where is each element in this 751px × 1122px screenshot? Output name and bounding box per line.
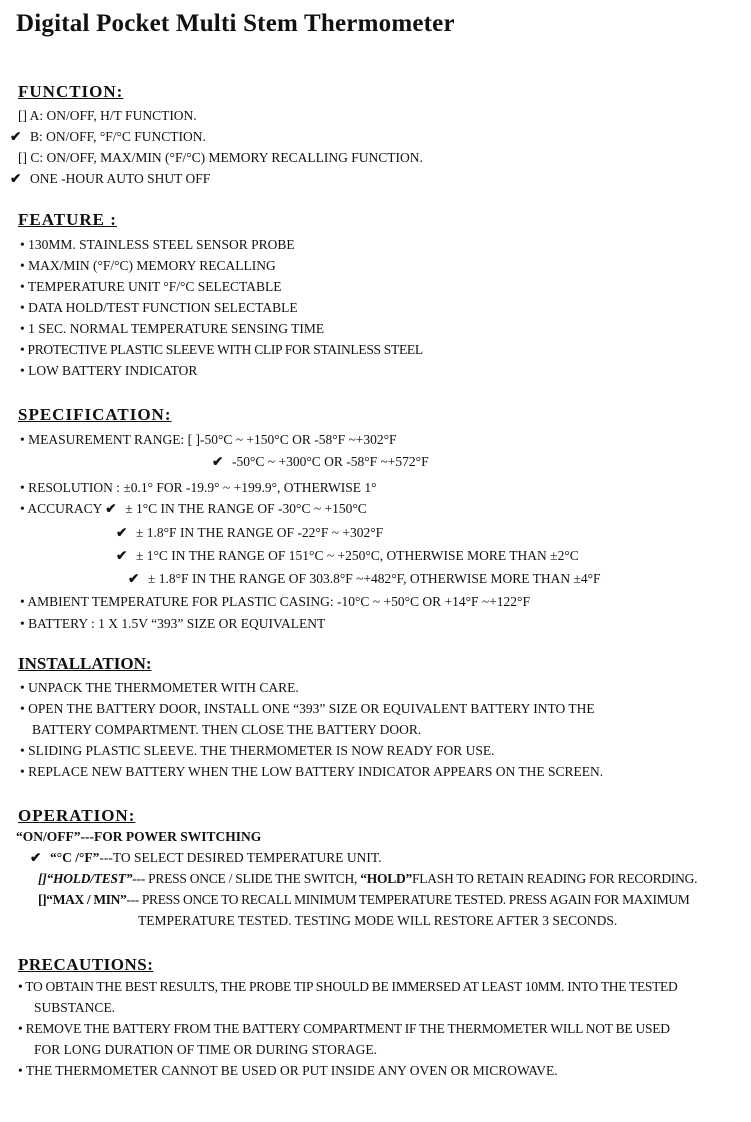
- checkmark-icon: ✔: [10, 129, 22, 144]
- function-item-auto-off: ✔ ONE -HOUR AUTO SHUT OFF: [10, 171, 211, 186]
- installation-item: • SLIDING PLASTIC SLEEVE. THE THERMOMETER IS NOW READY FOR USE.: [20, 743, 495, 758]
- function-item-b: ✔ B: ON/OFF, °F/°C FUNCTION.: [10, 129, 206, 144]
- operation-cf: ✔ “°C /°F”---TO SELECT DESIRED TEMPERATURE UNIT.: [30, 850, 382, 865]
- spec-resolution: • RESOLUTION : ±0.1° FOR -19.9° ~ +199.9°, OTHERWISE 1°: [20, 480, 377, 495]
- spec-range-1: • MEASUREMENT RANGE: [ ]-50°C ~ +150°C OR -58°F ~+302°F: [20, 432, 397, 447]
- operation-max-min: []“MAX / MIN”--- PRESS ONCE TO RECALL MINIMUM TEMPERATURE TESTED. PRESS AGAIN FOR MAXIMUM: [38, 892, 690, 907]
- function-item-a: [] A: ON/OFF, H/T FUNCTION.: [18, 108, 197, 123]
- precaution-item: • REMOVE THE BATTERY FROM THE BATTERY COMPARTMENT IF THE THERMOMETER WILL NOT BE USED: [18, 1021, 670, 1036]
- checkmark-icon: ✔: [128, 571, 140, 586]
- page-title: Digital Pocket Multi Stem Thermometer: [16, 10, 455, 37]
- spec-range-2: ✔ -50°C ~ +300°C OR -58°F ~+572°F: [212, 454, 429, 469]
- specification-heading: SPECIFICATION:: [18, 405, 172, 424]
- feature-heading: FEATURE :: [18, 210, 117, 229]
- precaution-item: • TO OBTAIN THE BEST RESULTS, THE PROBE TIP SHOULD BE IMMERSED AT LEAST 10MM. INTO THE TESTED: [18, 979, 678, 994]
- feature-item: • 130MM. STAINLESS STEEL SENSOR PROBE: [20, 237, 295, 252]
- feature-item: • PROTECTIVE PLASTIC SLEEVE WITH CLIP FOR STAINLESS STEEL: [20, 342, 423, 357]
- feature-item: • TEMPERATURE UNIT °F/°C SELECTABLE: [20, 279, 282, 294]
- precaution-item-cont: FOR LONG DURATION OF TIME OR DURING STORAGE.: [34, 1042, 378, 1057]
- feature-item: • DATA HOLD/TEST FUNCTION SELECTABLE: [20, 300, 298, 315]
- installation-item-cont: BATTERY COMPARTMENT. THEN CLOSE THE BATTERY DOOR.: [32, 722, 422, 737]
- feature-item: • MAX/MIN (°F/°C) MEMORY RECALLING: [20, 258, 276, 273]
- spec-ambient: • AMBIENT TEMPERATURE FOR PLASTIC CASING: -10°C ~ +50°C OR +14°F ~+122°F: [20, 594, 530, 609]
- checkmark-icon: ✔: [105, 501, 117, 516]
- function-item-c: [] C: ON/OFF, MAX/MIN (°F/°C) MEMORY RECALLING FUNCTION.: [18, 150, 423, 165]
- checkmark-icon: ✔: [116, 525, 128, 540]
- installation-heading: INSTALLATION:: [18, 654, 152, 673]
- spec-accuracy-4: ✔ ± 1.8°F IN THE RANGE OF 303.8°F ~+482°F, OTHERWISE MORE THAN ±4°F: [128, 571, 601, 586]
- installation-item: • OPEN THE BATTERY DOOR, INSTALL ONE “393” SIZE OR EQUIVALENT BATTERY INTO THE: [20, 701, 595, 716]
- spec-accuracy-3: ✔ ± 1°C IN THE RANGE OF 151°C ~ +250°C, OTHERWISE MORE THAN ±2°C: [116, 548, 579, 563]
- installation-item: • UNPACK THE THERMOMETER WITH CARE.: [20, 680, 299, 695]
- operation-hold: []“HOLD/TEST”--- PRESS ONCE / SLIDE THE SWITCH, “HOLD”FLASH TO RETAIN READING FOR RECORDING.: [38, 871, 698, 886]
- precaution-item: • THE THERMOMETER CANNOT BE USED OR PUT INSIDE ANY OVEN OR MICROWAVE.: [18, 1063, 558, 1078]
- function-heading: FUNCTION:: [18, 82, 124, 101]
- precaution-item-cont: SUBSTANCE.: [34, 1000, 116, 1015]
- checkmark-icon: ✔: [30, 850, 42, 865]
- checkmark-icon: ✔: [10, 171, 22, 186]
- operation-max-min-cont: TEMPERATURE TESTED. TESTING MODE WILL RESTORE AFTER 3 SECONDS.: [138, 913, 618, 928]
- precautions-heading: PRECAUTIONS:: [18, 955, 154, 974]
- spec-battery: • BATTERY : 1 X 1.5V “393” SIZE OR EQUIVALENT: [20, 616, 326, 631]
- installation-item: • REPLACE NEW BATTERY WHEN THE LOW BATTERY INDICATOR APPEARS ON THE SCREEN.: [20, 764, 604, 779]
- operation-power: “ON/OFF”---FOR POWER SWITCHING: [16, 829, 262, 844]
- spec-accuracy-2: ✔ ± 1.8°F IN THE RANGE OF -22°F ~ +302°F: [116, 525, 384, 540]
- checkmark-icon: ✔: [116, 548, 128, 563]
- checkmark-icon: ✔: [212, 454, 224, 469]
- feature-item: • 1 SEC. NORMAL TEMPERATURE SENSING TIME: [20, 321, 325, 336]
- spec-accuracy-1: • ACCURACY ✔ ± 1°C IN THE RANGE OF -30°C ~ +150°C: [20, 501, 367, 516]
- operation-heading: OPERATION:: [18, 806, 136, 825]
- feature-item: • LOW BATTERY INDICATOR: [20, 363, 198, 378]
